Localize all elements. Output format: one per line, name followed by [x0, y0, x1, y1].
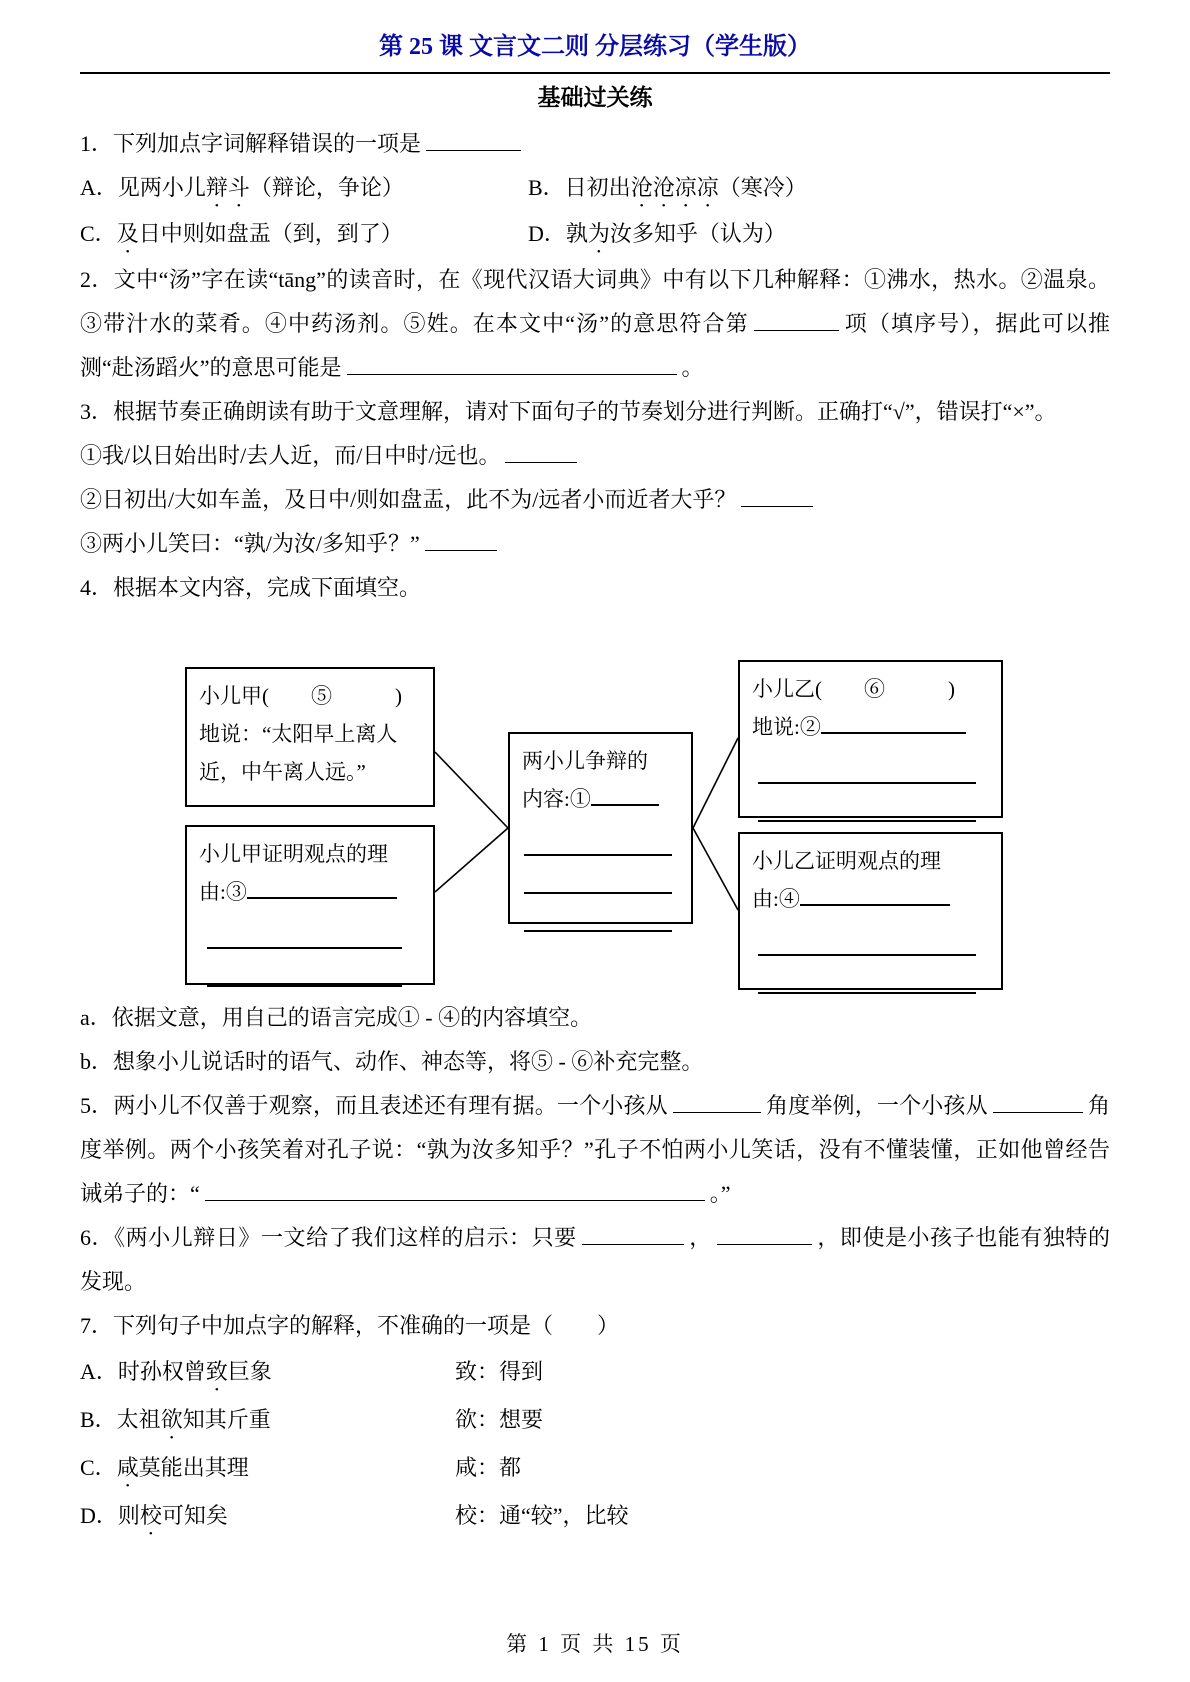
blank-line — [993, 1092, 1083, 1113]
blank-line — [673, 1092, 761, 1113]
box-child-b-reason: 小儿乙证明观点的理 由:④ — [738, 832, 1003, 990]
q4-fill-in-diagram — [80, 612, 1110, 992]
box-debate-content: 两小儿争辩的 内容:① — [508, 732, 693, 924]
q1-option-b: B．日初出沧沧凉凉（寒冷） — [528, 175, 807, 200]
q3-stem: 3．根据节奏正确朗读有助于文意理解，请对下面句子的节奏划分进行判断。正确打“√”，错误打“×”。 — [80, 399, 1057, 424]
q1-option-a: A．见两小儿辩斗（辩论，争论） — [80, 175, 404, 200]
page-number-footer: 第 1 页 共 15 页 — [506, 1632, 684, 1656]
q3-item-1: ①我/以日始出时/去人近，而/日中时/远也。 — [80, 434, 1110, 478]
blank-line — [524, 894, 672, 932]
blank-line — [207, 911, 402, 949]
blank-line — [425, 530, 497, 551]
q1-options-row-cd — [80, 212, 1110, 258]
q6-stem: 6．《两小儿辩日》一文给了我们这样的启示：只要 ， ，即使是小孩子也能有独特的发现。 — [80, 1225, 1110, 1294]
blank-line — [758, 956, 976, 994]
blank-line — [741, 486, 813, 507]
q4-stem: 4．根据本文内容，完成下面填空。 — [80, 575, 422, 600]
q7-option-b: B．太祖欲知其斤重 欲：想要 — [80, 1396, 1110, 1444]
page-title: 第 25 课 文言文二则 分层练习（学生版） — [379, 34, 811, 60]
q7-stem: 7．下列句子中加点字的解释，不准确的一项是（ ） — [80, 1313, 620, 1338]
q3-item-2: ②日初出/大如车盖，及日中/则如盘盂，此不为/远者小而近者大乎？ — [80, 478, 1110, 522]
q1-stem: 1．下列加点字词解释错误的一项是 — [80, 122, 1110, 166]
q7-option-a: A．时孙权曾致巨象 致：得到 — [80, 1348, 1110, 1396]
blank-line — [821, 716, 966, 734]
q1-option-c: C．及日中则如盘盂（到，到了） — [80, 221, 403, 246]
blank-line — [591, 788, 659, 806]
blank-line — [426, 130, 521, 151]
blank-line — [754, 310, 839, 331]
blank-line — [247, 881, 397, 899]
q1-option-d: D．孰为汝多知乎（认为） — [528, 221, 786, 246]
q7-explain-a: 致：得到 — [455, 1359, 544, 1384]
blank-line — [758, 784, 976, 822]
box-child-a-reason: 小儿甲证明观点的理 由:③ — [185, 825, 435, 985]
blank-line — [800, 888, 950, 906]
q7-option-c: C．咸莫能出其理 咸：都 — [80, 1444, 1110, 1492]
q7-explain-c: 咸：都 — [455, 1455, 522, 1480]
blank-line — [207, 949, 402, 987]
q5-stem: 5．两小儿不仅善于观察，而且表述还有理有据。一个小孩从 角度举例，一个小孩从 角度举例。两个小孩笑着对孔子说：“孰为汝多知乎？”孔子不怕两小儿笑话，没有不懂装懂，正如他曾经告诫弟子的：“ 。” — [80, 1093, 1110, 1206]
blank-line — [758, 746, 976, 784]
q7-option-d: D．则校可知矣 校：通“较”，比较 — [80, 1492, 1110, 1540]
section-heading: 基础过关练 — [537, 85, 653, 110]
q3-item-3: ③两小儿笑曰：“孰/为汝/多知乎？” — [80, 522, 1110, 566]
q7-explain-b: 欲：想要 — [455, 1407, 544, 1432]
q4-sub-b: b．想象小儿说话时的语气、动作、神态等，将⑤ - ⑥补充完整。 — [80, 1049, 704, 1074]
blank-line — [758, 918, 976, 956]
box-child-a-claim: 小儿甲( ⑤ ) 地说：“太阳早上离人 近，中午离人远。” — [185, 667, 435, 807]
blank-line — [205, 1180, 705, 1201]
blank-line — [505, 442, 577, 463]
blank-line — [524, 856, 672, 894]
header-divider — [80, 72, 1110, 74]
q1-options-row-ab — [80, 166, 1110, 212]
q7-explain-d: 校：通“较”，比较 — [455, 1503, 629, 1528]
blank-line — [717, 1224, 812, 1245]
box-child-b-claim: 小儿乙( ⑥ ) 地说:② — [738, 660, 1003, 818]
blank-line — [582, 1224, 684, 1245]
q4-sub-a: a．依据文意，用自己的语言完成① - ④的内容填空。 — [80, 1005, 593, 1030]
blank-line — [524, 818, 672, 856]
q2-stem: 2．文中“汤”字在读“tāng”的读音时，在《现代汉语大词典》中有以下几种解释：①沸水，热水。②温泉。③带汁水的菜肴。④中药汤剂。⑤姓。在本文中“汤”的意思符合第 项（填序号），据此可以推测“赴汤蹈火”的意思可能是 。 — [80, 267, 1110, 380]
blank-line — [347, 354, 677, 375]
